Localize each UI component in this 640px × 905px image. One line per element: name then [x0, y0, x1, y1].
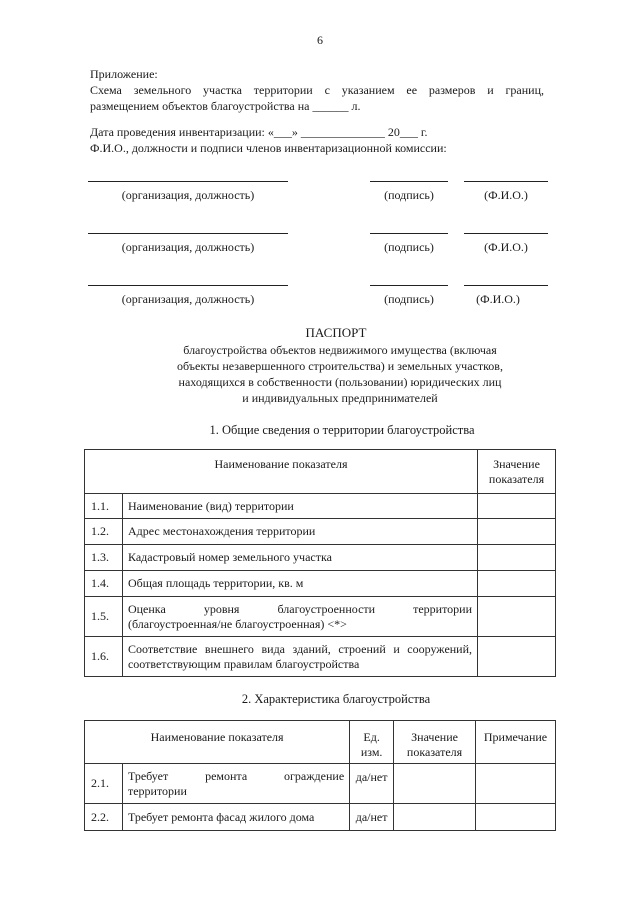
passport-subtitle-line-4: и индивидуальных предпринимателей	[242, 391, 438, 405]
table-row	[85, 494, 556, 519]
header-value: Значение показателя	[478, 450, 556, 494]
table-row	[85, 764, 556, 804]
fio-line-1	[464, 181, 548, 182]
inventory-date-line: Дата проведения инвентаризации: «___» ______________ 20___ г.	[90, 125, 428, 139]
row-note-cell[interactable]	[476, 804, 556, 831]
row-value-cell[interactable]	[394, 764, 476, 804]
row-value-cell[interactable]	[478, 519, 556, 545]
appendix-label: Приложение:	[90, 67, 158, 81]
row-label: Общая площадь территории, кв. м	[122, 571, 477, 597]
row-label-line-2: (благоустроенная/не благоустроенная) <*>	[127, 616, 347, 631]
row-value-cell[interactable]	[478, 637, 556, 677]
header-note: Примечание	[476, 721, 556, 764]
row-unit: да/нет	[350, 764, 394, 804]
row-label	[122, 597, 477, 637]
row-number: 1.3.	[85, 545, 123, 571]
row-label-line-2: территории	[127, 783, 187, 798]
fio-line-2	[464, 233, 548, 234]
table-header-row	[85, 450, 556, 494]
row-label	[122, 764, 349, 804]
table-row	[85, 597, 556, 637]
row-label: Кадастровый номер земельного участка	[122, 545, 477, 571]
table-row	[85, 804, 556, 831]
row-number: 1.4.	[85, 571, 123, 597]
section-1-title: 1. Общие сведения о территории благоустройства	[209, 423, 475, 437]
header-unit: Ед. изм.	[350, 721, 394, 764]
passport-title: ПАСПОРТ	[305, 325, 367, 340]
row-value-cell[interactable]	[478, 494, 556, 519]
table-row	[85, 545, 556, 571]
org-caption: (организация, должность)	[121, 240, 255, 254]
header-name: Наименование показателя	[85, 450, 478, 494]
row-label: Наименование (вид) территории	[122, 494, 477, 519]
row-note-cell[interactable]	[476, 764, 556, 804]
row-value-cell[interactable]	[478, 597, 556, 637]
row-label-line-1: Соответствие внешнего вида зданий, строений и сооружений,	[127, 641, 473, 656]
row-unit: да/нет	[350, 804, 394, 831]
page-number: 6	[317, 33, 323, 47]
org-caption: (организация, должность)	[121, 188, 255, 202]
org-caption: (организация, должность)	[121, 292, 255, 306]
section-2-table	[84, 720, 556, 831]
row-number: 1.2.	[85, 519, 123, 545]
row-number: 1.6.	[85, 637, 123, 677]
fio-caption: (Ф.И.О.)	[476, 292, 520, 306]
header-name: Наименование показателя	[85, 721, 350, 764]
row-number: 2.2.	[85, 804, 123, 831]
sign-caption: (подпись)	[384, 240, 434, 254]
table-header-row	[85, 721, 556, 764]
passport-subtitle-line-2: объекты незавершенного строительства) и земельных участков,	[177, 359, 503, 373]
passport-subtitle-line-1: благоустройства объектов недвижимого имущества (включая	[183, 343, 497, 357]
fio-caption: (Ф.И.О.)	[484, 188, 528, 202]
appendix-line-1: Схема земельного участка территории с указанием ее размеров и границ,	[90, 83, 544, 97]
org-line-3	[88, 285, 288, 286]
row-value-cell[interactable]	[394, 804, 476, 831]
row-label-line-1: Оценка уровня благоустроенности территории	[127, 601, 473, 616]
row-label-line-2: соответствующим правилам благоустройства	[127, 656, 360, 671]
row-label	[122, 637, 477, 677]
table-row	[85, 571, 556, 597]
org-line-2	[88, 233, 288, 234]
table-row	[85, 519, 556, 545]
section-2-title: 2. Характеристика благоустройства	[241, 692, 431, 706]
row-value-cell[interactable]	[478, 545, 556, 571]
row-label: Требует ремонта фасад жилого дома	[122, 804, 349, 831]
row-value-cell[interactable]	[478, 571, 556, 597]
sign-caption: (подпись)	[384, 292, 434, 306]
sign-line-1	[370, 181, 448, 182]
sign-line-2	[370, 233, 448, 234]
row-number: 1.1.	[85, 494, 123, 519]
header-value: Значение показателя	[394, 721, 476, 764]
fio-caption: (Ф.И.О.)	[484, 240, 528, 254]
passport-subtitle-line-3: находящихся в собственности (пользовании) юридических лиц	[178, 375, 502, 389]
row-number: 1.5.	[85, 597, 123, 637]
row-label-line-1: Требует ремонта ограждение	[127, 768, 345, 783]
row-label: Адрес местонахождения территории	[122, 519, 477, 545]
table-row	[85, 637, 556, 677]
row-number: 2.1.	[85, 764, 123, 804]
section-1-table	[84, 449, 556, 677]
fio-line-3	[464, 285, 548, 286]
org-line-1	[88, 181, 288, 182]
commission-line: Ф.И.О., должности и подписи членов инвентаризационной комиссии:	[90, 141, 447, 155]
sign-line-3	[370, 285, 448, 286]
appendix-line-2: размещением объектов благоустройства на ______ л.	[90, 99, 361, 113]
sign-caption: (подпись)	[384, 188, 434, 202]
